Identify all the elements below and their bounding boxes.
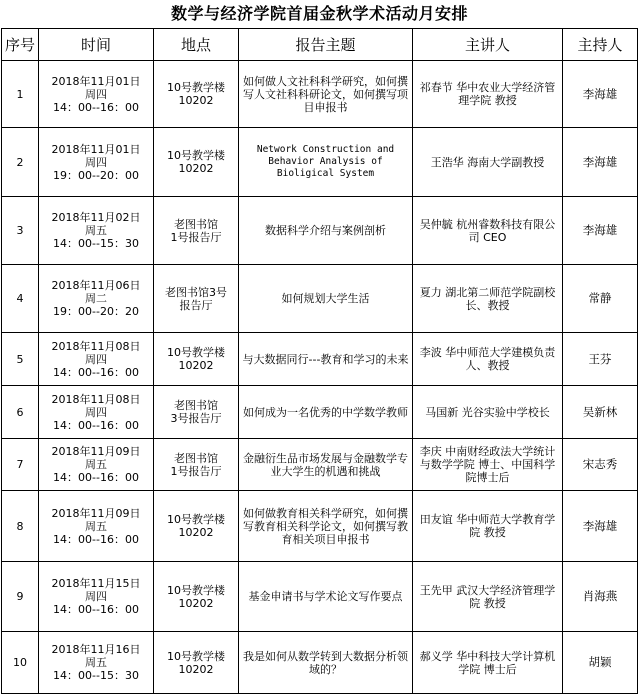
host-cell: 王芬: [563, 333, 638, 386]
seq-cell: 3: [2, 197, 39, 265]
topic-cell: 如何做教育相关科学研究，如何撰写教育相关科学论文，如何撰写教育相关项目申报书: [239, 491, 413, 562]
time-range-text: 14：00--16：00: [53, 532, 139, 546]
topic-cell: 金融衍生品市场发展与金融数学专业大学生的机遇和挑战: [239, 439, 413, 491]
place-room: 10202: [178, 596, 214, 610]
table-header-row: [2, 29, 638, 61]
header-host: 主持人: [563, 29, 638, 61]
host-cell: 宋志秀: [563, 439, 638, 491]
table-row: [2, 562, 638, 632]
time-range-text: 14：00--16：00: [53, 100, 139, 114]
place-room: 1号报告厅: [170, 464, 222, 478]
topic-cell: 基金申请书与学术论文写作要点: [239, 562, 413, 632]
schedule-table: [1, 28, 638, 694]
date-text: 2018年11月08日: [51, 339, 141, 353]
date-text: 2018年11月09日: [51, 445, 141, 458]
place-cell: [154, 491, 239, 562]
table-row: [2, 632, 638, 694]
time-range-text: 19：00--20：20: [53, 305, 139, 318]
topic-cell: Network Construction and Behavior Analysis of Bioligical System: [239, 128, 413, 197]
time-cell: [39, 439, 154, 491]
place-building: 10号教学楼: [167, 649, 225, 663]
date-text: 2018年11月16日: [51, 643, 141, 656]
weekday-text: 周四: [85, 155, 107, 169]
place-building: 10号教学楼: [167, 346, 225, 359]
place-building: 老图书馆: [174, 217, 218, 231]
place-room: 10202: [178, 662, 214, 676]
place-building: 10号教学楼: [167, 513, 225, 526]
time-range-text: 14：00--16：00: [53, 603, 139, 616]
date-text: 2018年11月09日: [51, 506, 141, 520]
time-range-text: 14：00--16：00: [53, 365, 139, 379]
place-room: 3号报告厅: [170, 412, 222, 425]
time-cell: [39, 197, 154, 265]
weekday-text: 周四: [85, 590, 107, 603]
time-range-text: 14：00--15：30: [53, 237, 139, 250]
host-cell: 常静: [563, 265, 638, 333]
table-row: [2, 386, 638, 439]
place-cell: [154, 128, 239, 197]
seq-cell: 4: [2, 265, 39, 333]
seq-cell: 6: [2, 386, 39, 439]
table-row: [2, 128, 638, 197]
seq-cell: 1: [2, 61, 39, 128]
place-building: 10号教学楼: [167, 149, 225, 162]
place-building: 老图书馆: [174, 451, 218, 465]
time-cell: [39, 386, 154, 439]
speaker-cell: 夏力 湖北第二师范学院副校长、教授: [413, 265, 563, 333]
speaker-cell: 郝义学 华中科技大学计算机学院 博士后: [413, 632, 563, 694]
place-cell: [154, 265, 239, 333]
time-cell: [39, 128, 154, 197]
host-cell: 胡颖: [563, 632, 638, 694]
header-speaker: 主讲人: [413, 29, 563, 61]
host-cell: 肖海燕: [563, 562, 638, 632]
table-body: [2, 61, 638, 694]
topic-cell: 如何做人文社科科学研究，如何撰写人文社科科研论文，如何撰写项目申报书: [239, 61, 413, 128]
speaker-cell: 王浩华 海南大学副教授: [413, 128, 563, 197]
place-room: 10202: [178, 526, 214, 539]
speaker-cell: 马国新 光谷实验中学校长: [413, 386, 563, 439]
table-row: [2, 265, 638, 333]
time-cell: [39, 562, 154, 632]
host-cell: 李海雄: [563, 491, 638, 562]
topic-cell: 数据科学介绍与案例剖析: [239, 197, 413, 265]
place-room: 10202: [178, 94, 214, 107]
date-text: 2018年11月08日: [51, 392, 141, 406]
time-range-text: 19：00--20：00: [53, 168, 139, 182]
topic-cell: 与大数据同行---教育和学习的未来: [239, 333, 413, 386]
speaker-cell: 李波 华中师范大学建模负责人、教授: [413, 333, 563, 386]
time-cell: [39, 265, 154, 333]
seq-cell: 10: [2, 632, 39, 694]
speaker-cell: 吴仲毓 杭州睿数科技有限公司 CEO: [413, 197, 563, 265]
time-cell: [39, 61, 154, 128]
weekday-text: 周四: [85, 405, 107, 419]
weekday-text: 周五: [85, 458, 107, 471]
weekday-text: 周五: [85, 656, 107, 669]
place-cell: [154, 562, 239, 632]
place-room: 1号报告厅: [170, 230, 222, 244]
place-cell: [154, 439, 239, 491]
weekday-text: 周四: [85, 87, 107, 101]
speaker-cell: 田友谊 华中师范大学教育学院 教授: [413, 491, 563, 562]
time-cell: [39, 491, 154, 562]
speaker-cell: 祁春节 华中农业大学经济管理学院 教授: [413, 61, 563, 128]
topic-cell: 如何规划大学生活: [239, 265, 413, 333]
page-title: 数学与经济学院首届金秋学术活动月安排: [170, 4, 468, 23]
table-row: [2, 439, 638, 491]
seq-cell: 2: [2, 128, 39, 197]
date-text: 2018年11月01日: [51, 142, 141, 156]
place-cell: [154, 386, 239, 439]
header-topic: 报告主题: [239, 29, 413, 61]
place-building: 老图书馆: [174, 399, 218, 412]
topic-cell: 我是如何从数学转到大数据分析领域的？: [239, 632, 413, 694]
speaker-cell: 王先甲 武汉大学经济管理学院 教授: [413, 562, 563, 632]
host-cell: 吴新林: [563, 386, 638, 439]
seq-cell: 9: [2, 562, 39, 632]
place-room: 报告厅: [179, 298, 213, 312]
table-row: [2, 61, 638, 128]
place-cell: [154, 61, 239, 128]
weekday-text: 周五: [85, 224, 107, 237]
place-cell: [154, 197, 239, 265]
date-text: 2018年11月15日: [51, 577, 141, 590]
header-seq: 序号: [2, 29, 39, 61]
speaker-cell: 李庆 中南财经政法大学统计与数学学院 博士、中国科学院博士后: [413, 439, 563, 491]
table-row: [2, 197, 638, 265]
seq-cell: 5: [2, 333, 39, 386]
time-cell: [39, 333, 154, 386]
table-row: [2, 333, 638, 386]
date-text: 2018年11月01日: [51, 74, 141, 88]
weekday-text: 周五: [85, 519, 107, 533]
host-cell: 李海雄: [563, 197, 638, 265]
topic-cell: 如何成为一名优秀的中学数学教师: [239, 386, 413, 439]
place-room: 10202: [178, 359, 214, 372]
place-room: 10202: [178, 162, 214, 175]
seq-cell: 8: [2, 491, 39, 562]
place-building: 10号教学楼: [167, 81, 225, 94]
header-place: 地点: [154, 29, 239, 61]
host-cell: 李海雄: [563, 61, 638, 128]
time-range-text: 14：00--16：00: [53, 418, 139, 432]
place-building: 10号教学楼: [167, 583, 225, 597]
weekday-text: 周四: [85, 352, 107, 366]
date-text: 2018年11月02日: [51, 211, 141, 224]
header-time: 时间: [39, 29, 154, 61]
place-cell: [154, 333, 239, 386]
host-cell: 李海雄: [563, 128, 638, 197]
time-cell: [39, 632, 154, 694]
place-building: 老图书馆3号: [165, 285, 227, 299]
seq-cell: 7: [2, 439, 39, 491]
place-cell: [154, 632, 239, 694]
table-row: [2, 491, 638, 562]
date-text: 2018年11月06日: [51, 279, 141, 292]
time-range-text: 14：00--16：00: [53, 471, 139, 484]
time-range-text: 14：00--15：30: [53, 669, 139, 682]
weekday-text: 周二: [85, 292, 107, 305]
